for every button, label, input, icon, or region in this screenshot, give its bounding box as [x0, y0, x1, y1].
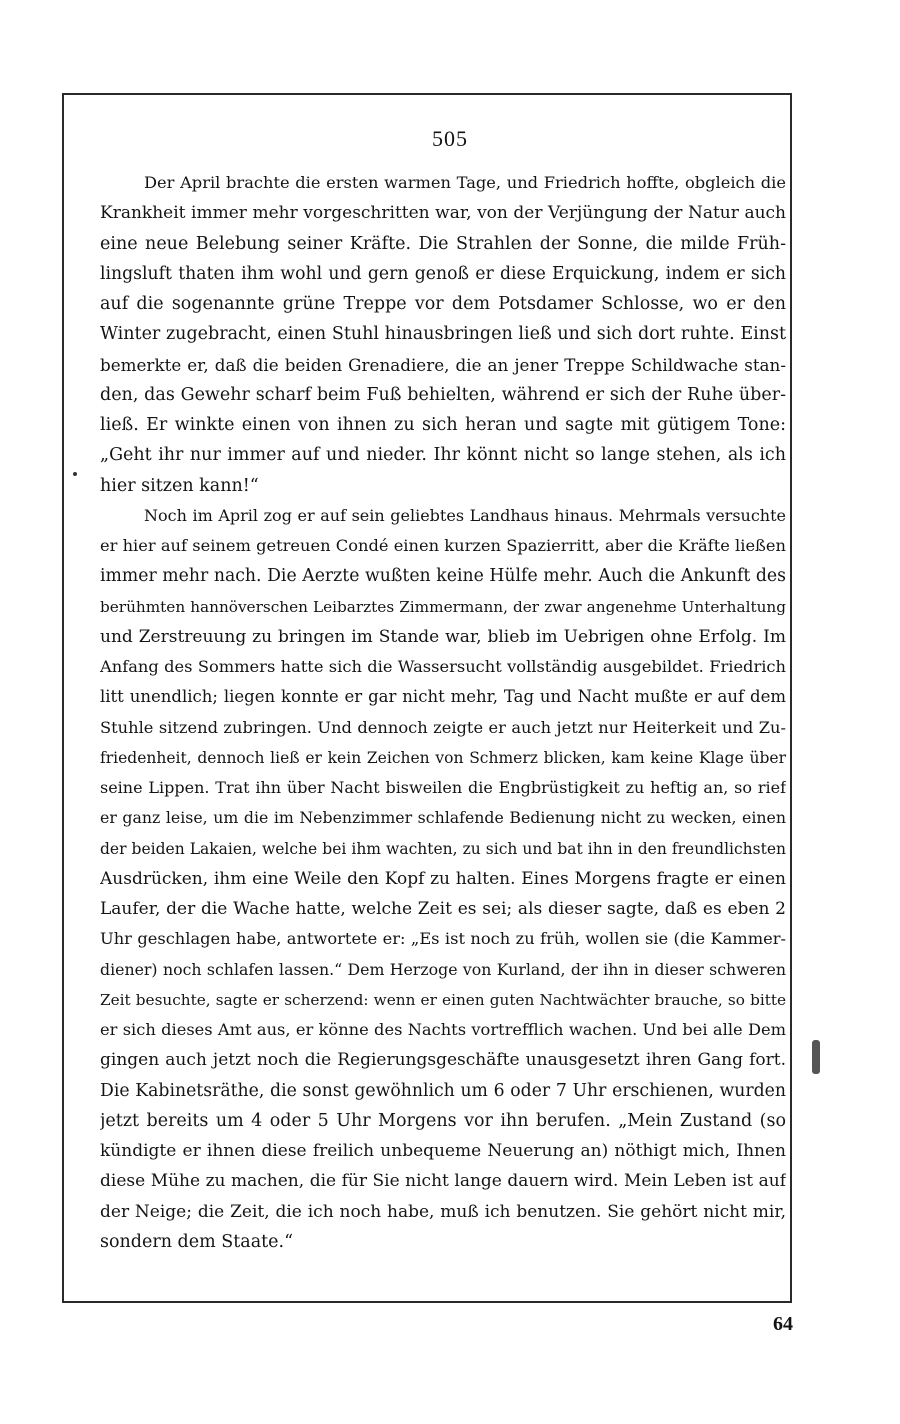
- text-line: kündigte er ihnen diese freilich unbequeme Neuerung an) nöthigt mich, Ihnen: [100, 1141, 786, 1161]
- text-line: Winter zugebracht, einen Stuhl hinausbringen ließ und sich dort ruhte. Einst: [100, 324, 786, 345]
- text-line: litt unendlich; liegen konnte er gar nicht mehr, Tag und Nacht mußte er auf dem: [100, 687, 786, 707]
- text-line: Stuhle sitzend zubringen. Und dennoch zeigte er auch jetzt nur Heiterkeit und Zu-: [100, 717, 786, 737]
- text-line: Krankheit immer mehr vorgeschritten war, von der Verjüngung der Natur auch: [100, 203, 786, 224]
- text-line: seine Lippen. Trat ihn über Nacht bisweilen die Engbrüstigkeit zu heftig an, so rief: [100, 778, 786, 797]
- paragraph-1: [100, 168, 786, 501]
- body-text: [100, 168, 786, 1257]
- paragraph-2: [100, 501, 786, 1257]
- text-line: Laufer, der die Wache hatte, welche Zeit es sei; als dieser sagte, daß es eben 2: [100, 899, 786, 919]
- text-line: auf die sogenannte grüne Treppe vor dem Potsdamer Schlosse, wo er den: [100, 294, 786, 314]
- text-line: jetzt bereits um 4 oder 5 Uhr Morgens vor ihn berufen. „Mein Zustand (so: [100, 1110, 786, 1131]
- text-line: lingsluft thaten ihm wohl und gern genoß er diese Erquickung, indem er sich: [100, 263, 786, 284]
- text-line: der beiden Lakaien, welche bei ihm wachten, zu sich und bat ihn in den freundlichsten: [100, 839, 786, 858]
- text-line: er hier auf seinem getreuen Condé einen kurzen Spazierritt, aber die Kräfte ließen: [100, 536, 786, 555]
- text-line: Anfang des Sommers hatte sich die Wassersucht vollständig ausgebildet. Friedrich: [100, 657, 786, 676]
- text-line: Zeit besuchte, sagte er scherzend: wenn er einen guten Nachtwächter brauche, so bitte: [100, 990, 786, 1009]
- text-line: den, das Gewehr scharf beim Fuß behielten, während er sich der Ruhe über-: [100, 384, 786, 405]
- text-line: der Neige; die Zeit, die ich noch habe, muß ich benutzen. Sie gehört nicht mir,: [100, 1201, 786, 1222]
- text-line: Der April brachte die ersten warmen Tage, und Friedrich hoffte, obgleich die: [144, 173, 786, 192]
- text-line: bemerkte er, daß die beiden Grenadiere, die an jener Treppe Schildwache stan-: [100, 354, 786, 375]
- text-line: „Geht ihr nur immer auf und nieder. Ihr könnt nicht so lange stehen, als ich: [100, 445, 786, 466]
- text-line: berühmten hannöverschen Leibarztes Zimmermann, der zwar angenehme Unterhaltung: [100, 597, 786, 616]
- text-line: diener) noch schlafen lassen.“ Dem Herzoge von Kurland, der ihn in dieser schweren: [100, 959, 786, 979]
- page-number: 505: [432, 126, 468, 151]
- signature-mark: 64: [773, 1313, 793, 1335]
- text-line: immer mehr nach. Die Aerzte wußten keine Hülfe mehr. Auch die Ankunft des: [100, 566, 786, 587]
- text-line: er ganz leise, um die im Nebenzimmer schlafende Bedienung nicht zu wecken, einen: [100, 808, 786, 828]
- text-line: friedenheit, dennoch ließ er kein Zeichen von Schmerz blicken, kam keine Klage über: [100, 748, 786, 767]
- text-line: gingen auch jetzt noch die Regierungsgeschäfte unausgesetzt ihren Gang fort.: [100, 1050, 786, 1071]
- margin-smudge: [812, 1040, 820, 1074]
- margin-mark: [73, 472, 77, 476]
- text-line: sondern dem Staate.“: [100, 1231, 294, 1252]
- text-line: Ausdrücken, ihm eine Weile den Kopf zu halten. Eines Morgens fragte er einen: [100, 868, 786, 889]
- text-line: hier sitzen kann!“: [100, 475, 259, 496]
- text-line: und Zerstreuung zu bringen im Stande war, blieb im Uebrigen ohne Erfolg. Im: [100, 626, 786, 647]
- text-line: ließ. Er winkte einen von ihnen zu sich heran und sagte mit gütigem Tone:: [100, 415, 786, 435]
- text-line: Die Kabinetsräthe, die sonst gewöhnlich um 6 oder 7 Uhr erschienen, wurden: [100, 1080, 786, 1101]
- text-line: Noch im April zog er auf sein geliebtes Landhaus hinaus. Mehrmals versuchte: [144, 505, 786, 525]
- text-line: eine neue Belebung seiner Kräfte. Die Strahlen der Sonne, die milde Früh-: [100, 233, 786, 254]
- text-line: er sich dieses Amt aus, er könne des Nachts vortrefflich wachen. Und bei alle Dem: [100, 1020, 786, 1039]
- text-line: Uhr geschlagen habe, antwortete er: „Es ist noch zu früh, wollen sie (die Kammer-: [100, 929, 786, 949]
- text-line: diese Mühe zu machen, die für Sie nicht lange dauern wird. Mein Leben ist auf: [100, 1171, 786, 1192]
